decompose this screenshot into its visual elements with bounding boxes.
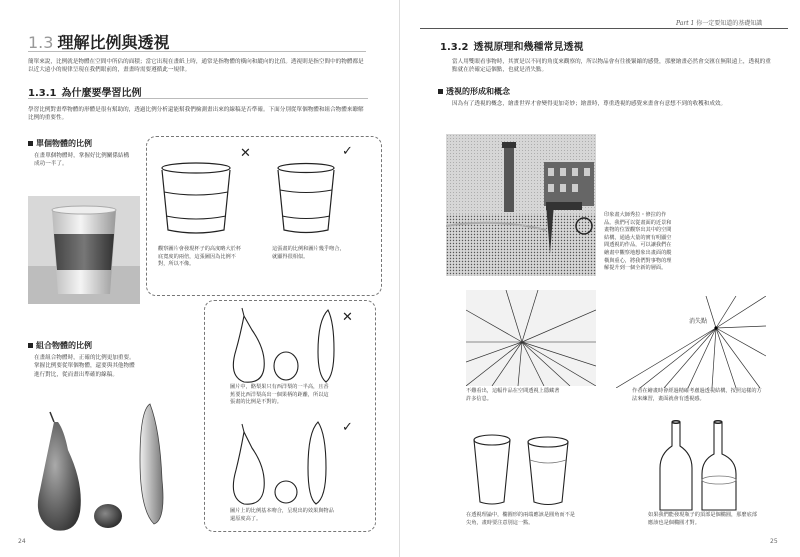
- wrong-cup-sketch: [154, 158, 238, 238]
- single-heading: 單個物體的比例: [28, 138, 92, 149]
- concept-text: 因為有了透視的概念，繪畫世界才會變得更加奇妙；繪畫時，尊重透視的感覺來畫會有意想不到的收穫和成效。: [452, 101, 727, 107]
- right-cup-sketch: [270, 160, 344, 236]
- bottles-caption: 如果我們能發現瓶子的頂部是個橢圓，那麼底部應該也是個橢圓才對。: [648, 512, 757, 526]
- section-number: 1.3: [28, 33, 54, 52]
- subsection-text: 學習比例對畫準物體的形體是很有幫助的，透過比例分析還能幫我們檢測畫出來的線稿是否準確。下面分別從單個物體和組合物體來瞭解比例的重要性。: [28, 107, 364, 122]
- bottles-sketch: [656, 420, 746, 514]
- vanishing-point-diagram: [616, 296, 766, 388]
- right-subsection-number: 1.3.2: [440, 42, 469, 53]
- lines-caption: 不難看出，這幅作品在空間透視上隱藏著許多信息。: [466, 388, 560, 402]
- right-fruit-sketch: [222, 420, 342, 506]
- group-heading: 組合物體的比例: [28, 340, 92, 351]
- single-wrong-caption: 觀察圖片會發現杯子的高度略大於杯底寬度的兩倍，這張圖因為比例不對，所以不像。: [158, 246, 242, 268]
- page-number-right: 25: [770, 538, 778, 545]
- group-right-mark-icon: ✓: [342, 420, 353, 435]
- right-subsection-heading: [440, 38, 583, 53]
- group-right-caption: 圖片上的比例基本吻合，呈現出的效果與物品還原度高了。: [230, 508, 334, 522]
- coffee-cup-photo: [28, 196, 140, 304]
- header-part: Part 1: [676, 20, 695, 27]
- fruit-photo: [32, 400, 182, 535]
- vanish-point-label: 消失點: [689, 318, 708, 325]
- section-title: 理解比例與透視: [57, 33, 170, 52]
- wrong-mark-icon: ✕: [240, 146, 251, 161]
- wrong-fruit-sketch: [222, 306, 342, 384]
- subsection-title: 為什麼要學習比例: [61, 88, 142, 99]
- group-wrong-mark-icon: ✕: [342, 310, 353, 325]
- right-mark-icon: ✓: [342, 144, 353, 159]
- group-wrong-caption: 圖片中，酪梨果只有西洋梨的一半高，且香蕉要比西洋梨高出一個果柄的距離，所以這張畫的比例是不對的。: [230, 384, 329, 406]
- subsection-heading: [28, 84, 368, 99]
- header-title: 你一定要知道的基礎知識: [696, 20, 763, 27]
- section-heading: [28, 30, 366, 52]
- running-header: [676, 18, 762, 27]
- cups-sketch: [470, 432, 580, 508]
- single-text: 在畫單個物體時，掌握好比例關係結構成功一半了。: [34, 153, 130, 168]
- cups-caption: 在透視理論中，橢圓形的兩端應該是圓角而不是尖角，畫時要注意別這一點。: [466, 512, 575, 526]
- right-subsection-title: 透視原理和幾種常見透視: [473, 42, 584, 53]
- right-subsection-text: 當人用雙眼看事物時，其實是以不同的角度來觀察的，所以物品會有往後緊縮的感覺，那麼繪畫必然會交匯在無限遠上，透視的重點就在於確定這個點，也就是消失點。: [452, 59, 771, 74]
- intro-text: 簡單來說，比例就是物體在空間中所佔的面積；當它出現在畫紙上時，通常是指物體的橫向和縱向的比值。透視則是指空間中的物體都是以近大遠小的規律呈現在我們眼前的，畫畫時需要遵循此一規律。: [28, 59, 364, 74]
- page-number-left: 24: [18, 538, 26, 545]
- group-text: 在畫組合物體時，正確的比例更加重要。掌握比例要從單個物體，還要與其他物體進行對比，從而畫出準確的線稿。: [34, 355, 135, 378]
- perspective-lines-diagram: [466, 290, 596, 386]
- concept-heading: 透視的形成和概念: [438, 86, 510, 97]
- painting-caption: 印象畫大師秀拉・修拉的作品。我們可以從畫面的近景和畫物的位置觀察出其中的空間結構，通過大量的實有明顯空間透視的作品，可以讓我們在繪畫中觀察地想象出畫面的縱橫與重心，將我們對事物的理解提升到一個全新的層面。: [604, 212, 672, 272]
- vanish-caption: 作者在繪畫時會經過精確考慮過透視結構，按照這樣的方法來練習，畫面就會有透視感。: [632, 388, 762, 402]
- single-right-caption: 這張畫的比例和圖片幾乎吻合，就顯得很相似。: [272, 246, 345, 260]
- seurat-painting: [446, 134, 596, 276]
- right-page: [400, 0, 800, 557]
- subsection-number: 1.3.1: [28, 88, 57, 99]
- header-rule: [420, 28, 788, 29]
